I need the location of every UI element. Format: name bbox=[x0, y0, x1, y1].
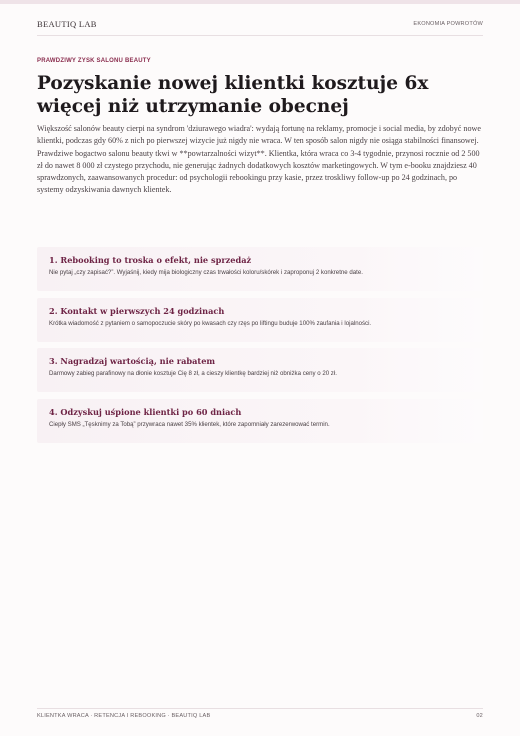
tip-card bbox=[37, 399, 483, 443]
page-number: 02 bbox=[476, 713, 483, 719]
tip-text: Nie pytaj „czy zapisać?”. Wyjaśnij, kiedy mija biologiczny czas trwałości koloru/skórek i zaproponuj 2 konkretne date. bbox=[49, 269, 363, 276]
tip-title: 1. Rebooking to troska o efekt, nie sprzedaż bbox=[49, 255, 252, 265]
page-footer bbox=[37, 713, 483, 719]
page-header bbox=[37, 16, 483, 32]
page-title: Pozyskanie nowej klientki kosztuje 6x więcej niż utrzymanie obecnej bbox=[37, 73, 429, 117]
tip-title: 2. Kontakt w pierwszych 24 godzinach bbox=[49, 305, 225, 316]
top-accent-bar bbox=[0, 0, 520, 4]
tip-card bbox=[37, 348, 483, 392]
intro-paragraph: Większość salonów beauty cierpi na syndrom 'dziurawego wiadra': wydają fortunę na reklamy, promocje i social media, by zdobyć nowe klientki, podczas gdy 60% z nich po pierwszej wizycie już nigdy nie wraca. W ten sposób salon nigdy nie osiąga stabilności finansowej. Prawdziwe bogactwo salonu beauty tkwi w **powtarzalności wizyt**. Klientka, która wraca co 3-4 tygodnie, przynosi rocznie od 2 500 zł do nawet 8 000 zł czystego przychodu, nie generując żadnych dodatkowych kosztów marketingowych. W tym e-booku znajdziesz 40 sprawdzonych, zaawansowanych procedur: od psychologii rebookingu przy kasie, przez troskliwy follow-up po 24 godzinach, po systemy odzyskiwania dawnych klientek. bbox=[37, 124, 481, 195]
tip-card bbox=[37, 298, 483, 342]
tip-text: Darmowy zabieg parafinowy na dłonie kosztuje Cię 8 zł, a cieszy klientkę bardziej niż obniżka ceny o 20 zł. bbox=[49, 370, 337, 377]
kicker: PRAWDZIWY ZYSK SALONU BEAUTY bbox=[37, 58, 151, 64]
tip-card bbox=[37, 247, 483, 291]
header-divider bbox=[37, 35, 483, 36]
tip-title: 4. Odzyskuj uśpione klientki po 60 dniach bbox=[49, 406, 242, 417]
tips-list bbox=[37, 247, 483, 449]
footer-text: KLIENTKA WRACA · RETENCJA I REBOOKING · BEAUTIQ LAB bbox=[37, 713, 211, 719]
tip-title: 3. Nagradzaj wartością, nie rabatem bbox=[49, 356, 216, 366]
footer-divider bbox=[37, 708, 483, 709]
brand-name: BEAUTIQ LAB bbox=[37, 19, 97, 29]
tip-text: Ciepły SMS „Tęsknimy za Tobą” przywraca nawet 35% klientek, które zapomniały zarezerwować termin. bbox=[49, 420, 330, 428]
tip-text: Krótka wiadomość z pytaniem o samopoczucie skóry po kwasach czy rzęs po liftingu buduje 100% zaufania i lojalności. bbox=[49, 319, 372, 327]
section-label: EKONOMIA POWROTÓW bbox=[413, 21, 483, 27]
